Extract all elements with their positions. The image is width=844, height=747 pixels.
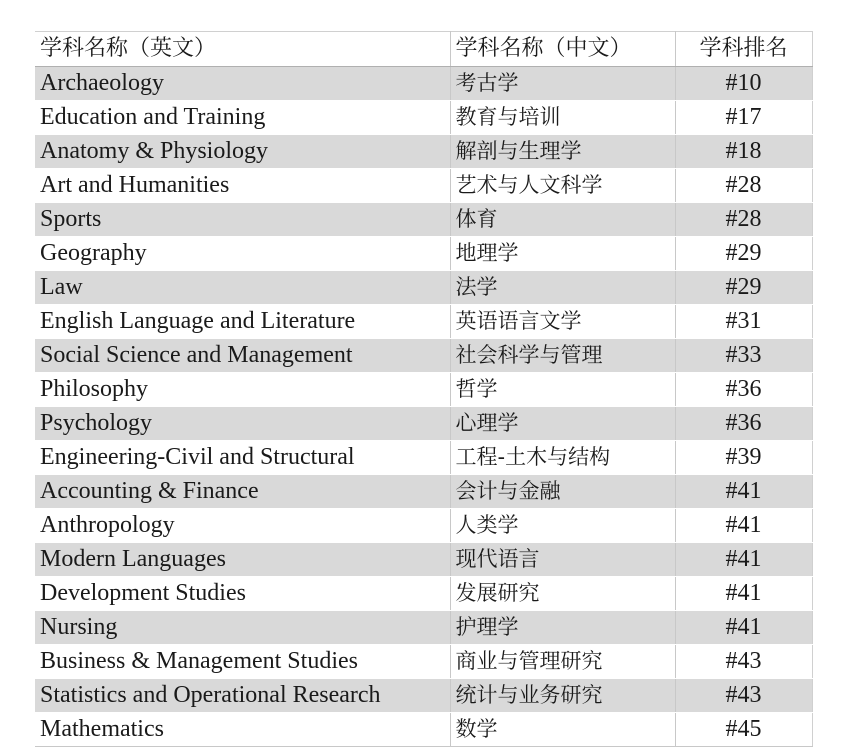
subject-english-cell: Anatomy & Physiology	[35, 135, 450, 169]
subject-english-cell: Psychology	[35, 407, 450, 441]
subject-rank-cell: #10	[675, 67, 812, 101]
subject-chinese-cell: 解剖与生理学	[450, 135, 675, 169]
subject-english-cell: Archaeology	[35, 67, 450, 101]
subject-rank-cell: #29	[675, 271, 812, 305]
table-row	[35, 373, 812, 407]
subject-rank-cell: #39	[675, 441, 812, 475]
table-row	[35, 237, 812, 271]
table-row	[35, 67, 812, 101]
header-row	[35, 32, 812, 67]
table-row	[35, 645, 812, 679]
subject-english-cell: Geography	[35, 237, 450, 271]
subject-english-cell: Nursing	[35, 611, 450, 645]
subject-english-cell: Law	[35, 271, 450, 305]
subject-english-cell: Development Studies	[35, 577, 450, 611]
subject-english-cell: Philosophy	[35, 373, 450, 407]
subject-ranking-table	[35, 31, 813, 747]
subject-rank-cell: #41	[675, 509, 812, 543]
header-english-name: 学科名称（英文）	[35, 32, 450, 67]
subject-chinese-cell: 社会科学与管理	[450, 339, 675, 373]
table-row	[35, 135, 812, 169]
subject-english-cell: Art and Humanities	[35, 169, 450, 203]
subject-english-cell: Modern Languages	[35, 543, 450, 577]
subject-chinese-cell: 法学	[450, 271, 675, 305]
table-row	[35, 305, 812, 339]
table-header	[35, 32, 812, 67]
subject-rank-cell: #41	[675, 543, 812, 577]
subject-rank-cell: #28	[675, 169, 812, 203]
table-row	[35, 441, 812, 475]
subject-rank-cell: #18	[675, 135, 812, 169]
subject-chinese-cell: 统计与业务研究	[450, 679, 675, 713]
subject-chinese-cell: 人类学	[450, 509, 675, 543]
subject-ranking-sheet	[35, 31, 812, 747]
table-row	[35, 713, 812, 747]
subject-chinese-cell: 现代语言	[450, 543, 675, 577]
subject-english-cell: Education and Training	[35, 101, 450, 135]
table-row	[35, 407, 812, 441]
subject-english-cell: English Language and Literature	[35, 305, 450, 339]
subject-rank-cell: #45	[675, 713, 812, 747]
subject-rank-cell: #43	[675, 679, 812, 713]
table-row	[35, 169, 812, 203]
subject-english-cell: Anthropology	[35, 509, 450, 543]
table-body	[35, 67, 812, 747]
subject-english-cell: Statistics and Operational Research	[35, 679, 450, 713]
table-row	[35, 543, 812, 577]
subject-english-cell: Mathematics	[35, 713, 450, 747]
subject-chinese-cell: 数学	[450, 713, 675, 747]
subject-rank-cell: #36	[675, 373, 812, 407]
table-row	[35, 203, 812, 237]
subject-english-cell: Accounting & Finance	[35, 475, 450, 509]
table-row	[35, 475, 812, 509]
subject-chinese-cell: 体育	[450, 203, 675, 237]
header-rank: 学科排名	[675, 32, 812, 67]
subject-rank-cell: #41	[675, 611, 812, 645]
subject-rank-cell: #43	[675, 645, 812, 679]
subject-rank-cell: #29	[675, 237, 812, 271]
table-row	[35, 101, 812, 135]
subject-rank-cell: #17	[675, 101, 812, 135]
subject-rank-cell: #31	[675, 305, 812, 339]
subject-english-cell: Engineering-Civil and Structural	[35, 441, 450, 475]
subject-chinese-cell: 发展研究	[450, 577, 675, 611]
subject-chinese-cell: 地理学	[450, 237, 675, 271]
table-row	[35, 339, 812, 373]
subject-rank-cell: #41	[675, 475, 812, 509]
subject-english-cell: Social Science and Management	[35, 339, 450, 373]
subject-rank-cell: #41	[675, 577, 812, 611]
table-row	[35, 509, 812, 543]
header-chinese-name: 学科名称（中文）	[450, 32, 675, 67]
subject-chinese-cell: 商业与管理研究	[450, 645, 675, 679]
subject-chinese-cell: 会计与金融	[450, 475, 675, 509]
table-row	[35, 679, 812, 713]
subject-rank-cell: #36	[675, 407, 812, 441]
subject-chinese-cell: 工程-土木与结构	[450, 441, 675, 475]
subject-english-cell: Sports	[35, 203, 450, 237]
subject-chinese-cell: 考古学	[450, 67, 675, 101]
subject-chinese-cell: 艺术与人文科学	[450, 169, 675, 203]
subject-chinese-cell: 教育与培训	[450, 101, 675, 135]
subject-chinese-cell: 英语语言文学	[450, 305, 675, 339]
subject-rank-cell: #33	[675, 339, 812, 373]
table-row	[35, 577, 812, 611]
subject-chinese-cell: 护理学	[450, 611, 675, 645]
subject-chinese-cell: 哲学	[450, 373, 675, 407]
subject-chinese-cell: 心理学	[450, 407, 675, 441]
table-row	[35, 271, 812, 305]
subject-rank-cell: #28	[675, 203, 812, 237]
subject-english-cell: Business & Management Studies	[35, 645, 450, 679]
table-row	[35, 611, 812, 645]
